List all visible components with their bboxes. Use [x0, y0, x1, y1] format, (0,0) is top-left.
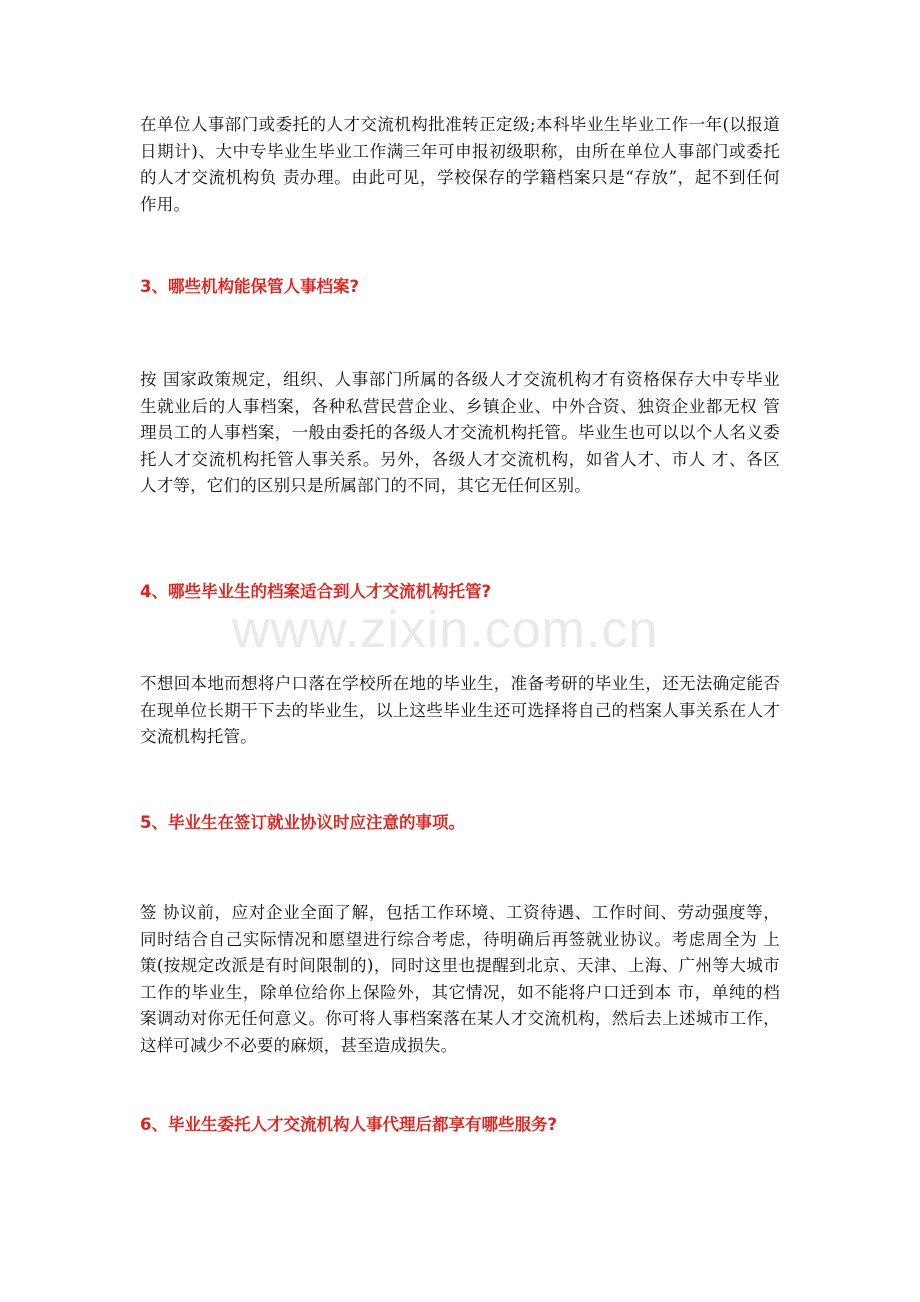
question-5-answer: 签 协议前，应对企业全面了解，包括工作环境、工资待遇、工作时间、劳动强度等，同时结合自己实际情况和愿望进行综合考虑，待明确后再签就业协议。考虑周全为 上策(按规定改派是有时间限制的)，同时这里也提醒到北京、天津、上海、广州等大城市工作的毕业生，除单位给你上保险外，其它情况，如不能将户口迁到本 市，单纯的档案调动对你无任何意义。你可将人事档案落在某人才交流机构，然后去上述城市工作，这样可减少不必要的麻烦，甚至造成损失。 [140, 903, 780, 1055]
question-6-heading: 6、毕业生委托人才交流机构人事代理后都享有哪些服务? [140, 1115, 558, 1134]
question-5-heading: 5、毕业生在签订就业协议时应注意的事项。 [140, 813, 465, 832]
question-4-answer: 不想回本地而想将户口落在学校所在地的毕业生，准备考研的毕业生，还无法确定能否在现单位长期干下去的毕业生，以上这些毕业生还可选择将自己的档案人事关系在人才交流机构托管。 [140, 674, 780, 746]
question-4-heading: 4、哪些毕业生的档案适合到人才交流机构托管? [140, 582, 492, 601]
watermark-text: www.zixin.com.cn [232, 601, 659, 659]
intro-paragraph: 在单位人事部门或委托的人才交流机构批准转正定级;本科毕业生毕业工作一年(以报道日期计)、大中专毕业生毕业工作满三年可申报初级职称，由所在单位人事部门或委托的人才交流机构负 责办理。由此可见，学校保存的学籍档案只是“存放”，起不到任何作用。 [140, 115, 780, 214]
question-3-answer: 按 国家政策规定，组织、人事部门所属的各级人才交流机构才有资格保存大中专毕业生就业后的人事档案，各种私营民营企业、乡镇企业、中外合资、独资企业都无权 管理员工的人事档案，一般由委托的各级人才交流机构托管。毕业生也可以以个人名义委托人才交流机构托管人事关系。另外，各级人才交流机构，如省人才、市人 才、各区人才等，它们的区别只是所属部门的不同，其它无任何区别。 [140, 370, 780, 495]
question-3-heading: 3、哪些机构能保管人事档案? [140, 277, 360, 296]
